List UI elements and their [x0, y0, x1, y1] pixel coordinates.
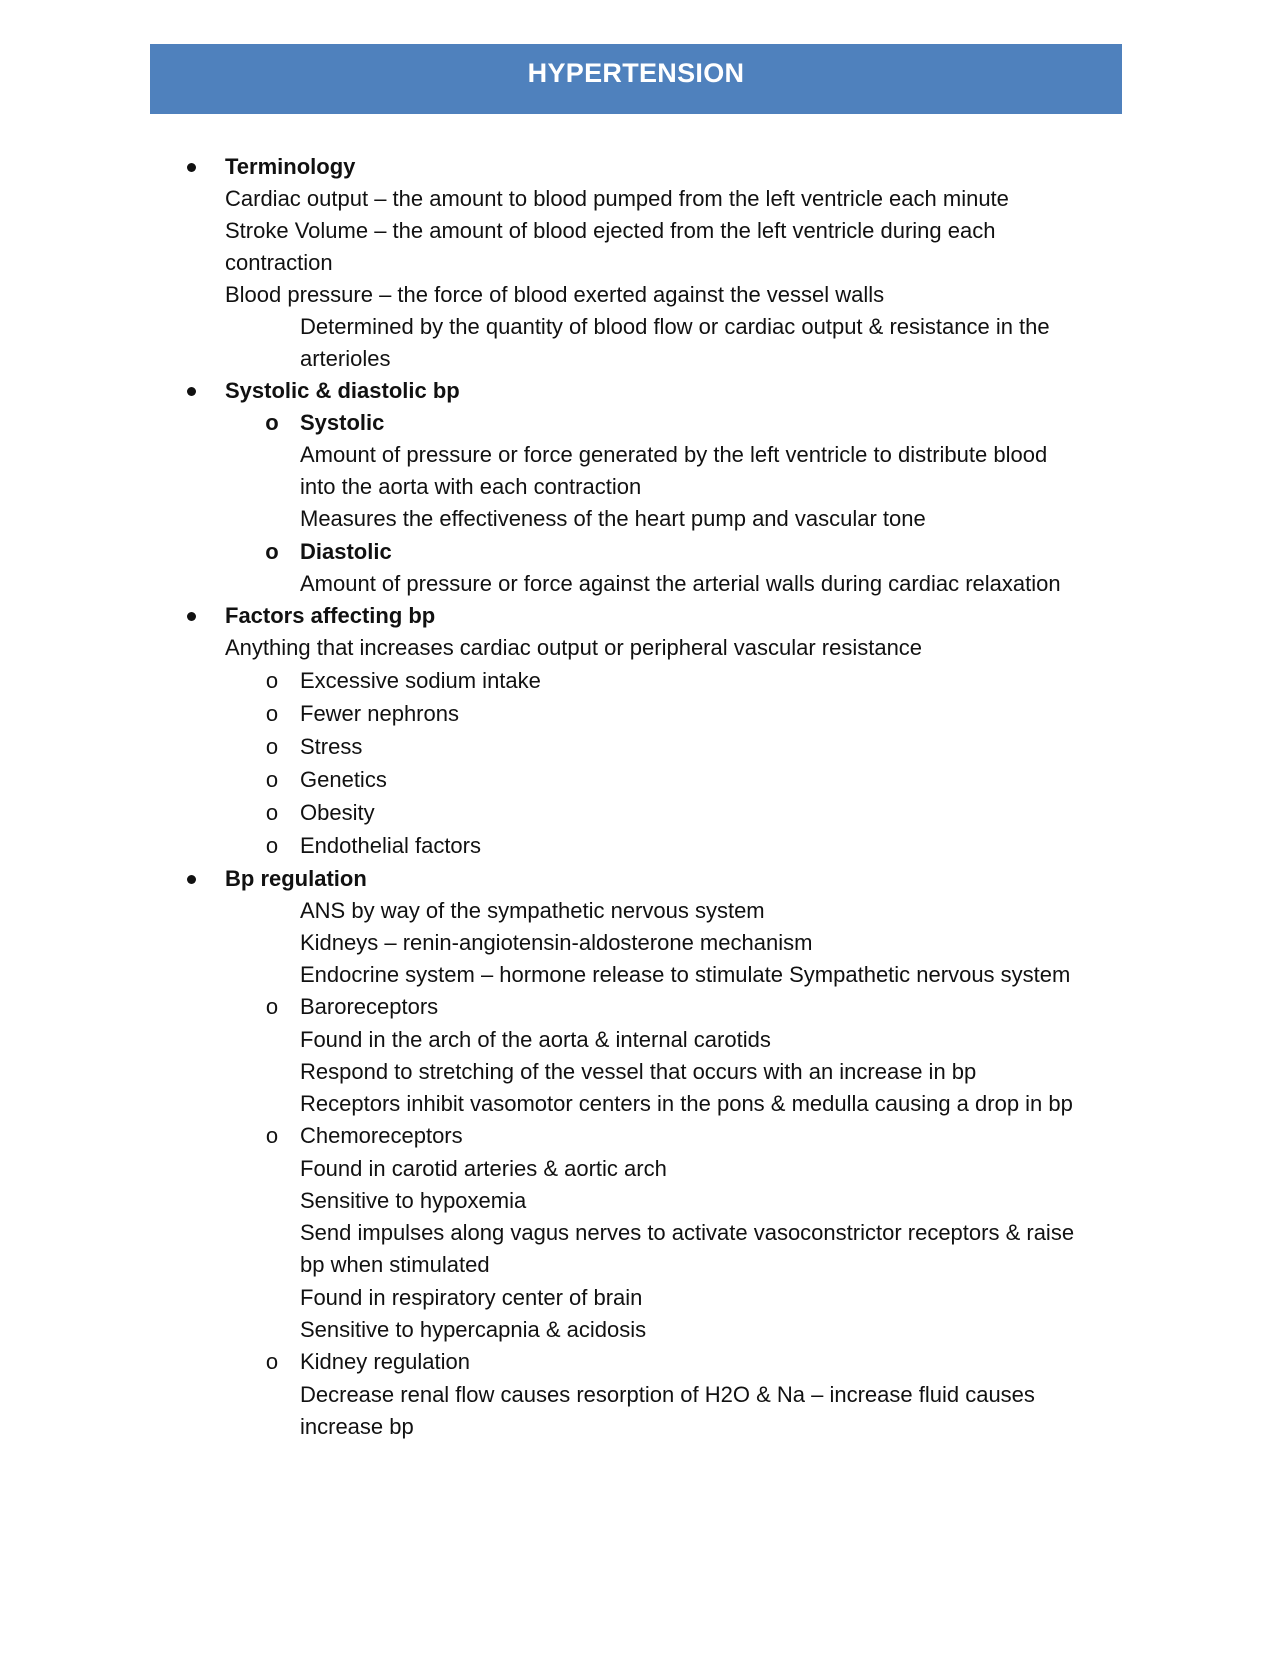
line-text: Found in carotid arteries & aortic arch	[300, 1156, 667, 1181]
line-text: Measures the effectiveness of the heart pump and vascular tone	[300, 506, 926, 531]
line-text: Chemoreceptors	[300, 1123, 463, 1148]
bullet-circle-icon: o	[265, 410, 279, 435]
bullet-circle-icon: o	[265, 994, 279, 1019]
line-text: Cardiac output – the amount to blood pumped from the left ventricle each minute	[225, 186, 1009, 211]
line-text: Fewer nephrons	[300, 701, 459, 726]
line-text: Stroke Volume – the amount of blood ejected from the left ventricle during each	[225, 218, 996, 243]
bullet-circle-icon: o	[265, 1123, 279, 1148]
line-text: contraction	[225, 250, 333, 275]
line-text: Respond to stretching of the vessel that occurs with an increase in bp	[300, 1059, 977, 1084]
line-text: Amount of pressure or force against the arterial walls during cardiac relaxation	[300, 571, 1061, 596]
line-text: Found in the arch of the aorta & internal carotids	[300, 1027, 771, 1052]
line-text: arterioles	[300, 346, 391, 371]
bullet-circle-icon: o	[265, 767, 279, 792]
line-text: Endothelial factors	[300, 833, 481, 858]
line-text: Excessive sodium intake	[300, 668, 541, 693]
line-text: Stress	[300, 734, 363, 759]
line-text: Amount of pressure or force generated by the left ventricle to distribute blood	[300, 442, 1048, 467]
line-text: Kidneys – renin-angiotensin-aldosterone mechanism	[300, 930, 813, 955]
title-banner	[150, 44, 1122, 114]
line-text: ANS by way of the sympathetic nervous system	[300, 898, 765, 923]
line-text: Decrease renal flow causes resorption of H2O & Na – increase fluid causes	[300, 1382, 1035, 1407]
line-text: Sensitive to hypercapnia & acidosis	[300, 1317, 647, 1342]
line-text: Found in respiratory center of brain	[300, 1285, 643, 1310]
bullet-circle-icon: o	[265, 1349, 279, 1374]
line-text: bp when stimulated	[300, 1252, 490, 1277]
bullet-circle-icon: o	[265, 701, 279, 726]
section-heading: Bp regulation	[225, 866, 367, 891]
line-text: Receptors inhibit vasomotor centers in the pons & medulla causing a drop in bp	[300, 1091, 1073, 1116]
bullet-circle-icon: o	[265, 668, 279, 693]
line-text: Anything that increases cardiac output or peripheral vascular resistance	[225, 635, 923, 660]
line-text: Endocrine system – hormone release to stimulate Sympathetic nervous system	[300, 962, 1071, 987]
section-heading: Terminology	[225, 154, 356, 179]
section-heading: Diastolic	[300, 539, 392, 564]
line-text: into the aorta with each contraction	[300, 474, 642, 499]
line-text: Send impulses along vagus nerves to activate vasoconstrictor receptors & raise	[300, 1220, 1075, 1245]
page-title: HYPERTENSION	[527, 57, 745, 88]
bullet-circle-icon: o	[265, 833, 279, 858]
bullet-circle-icon: o	[265, 734, 279, 759]
line-text: Kidney regulation	[300, 1349, 471, 1374]
section-heading: Systolic	[300, 410, 385, 435]
line-text: Obesity	[300, 800, 375, 825]
line-text: increase bp	[300, 1414, 414, 1439]
section-heading: Systolic & diastolic bp	[225, 378, 460, 403]
line-text: Determined by the quantity of blood flow or cardiac output & resistance in the	[300, 314, 1050, 339]
line-text: Blood pressure – the force of blood exerted against the vessel walls	[225, 282, 885, 307]
section-heading: Factors affecting bp	[225, 603, 436, 628]
bullet-circle-icon: o	[265, 800, 279, 825]
bullet-circle-icon: o	[265, 539, 279, 564]
line-text: Sensitive to hypoxemia	[300, 1188, 527, 1213]
line-text: Baroreceptors	[300, 994, 439, 1019]
line-text: Genetics	[300, 767, 387, 792]
